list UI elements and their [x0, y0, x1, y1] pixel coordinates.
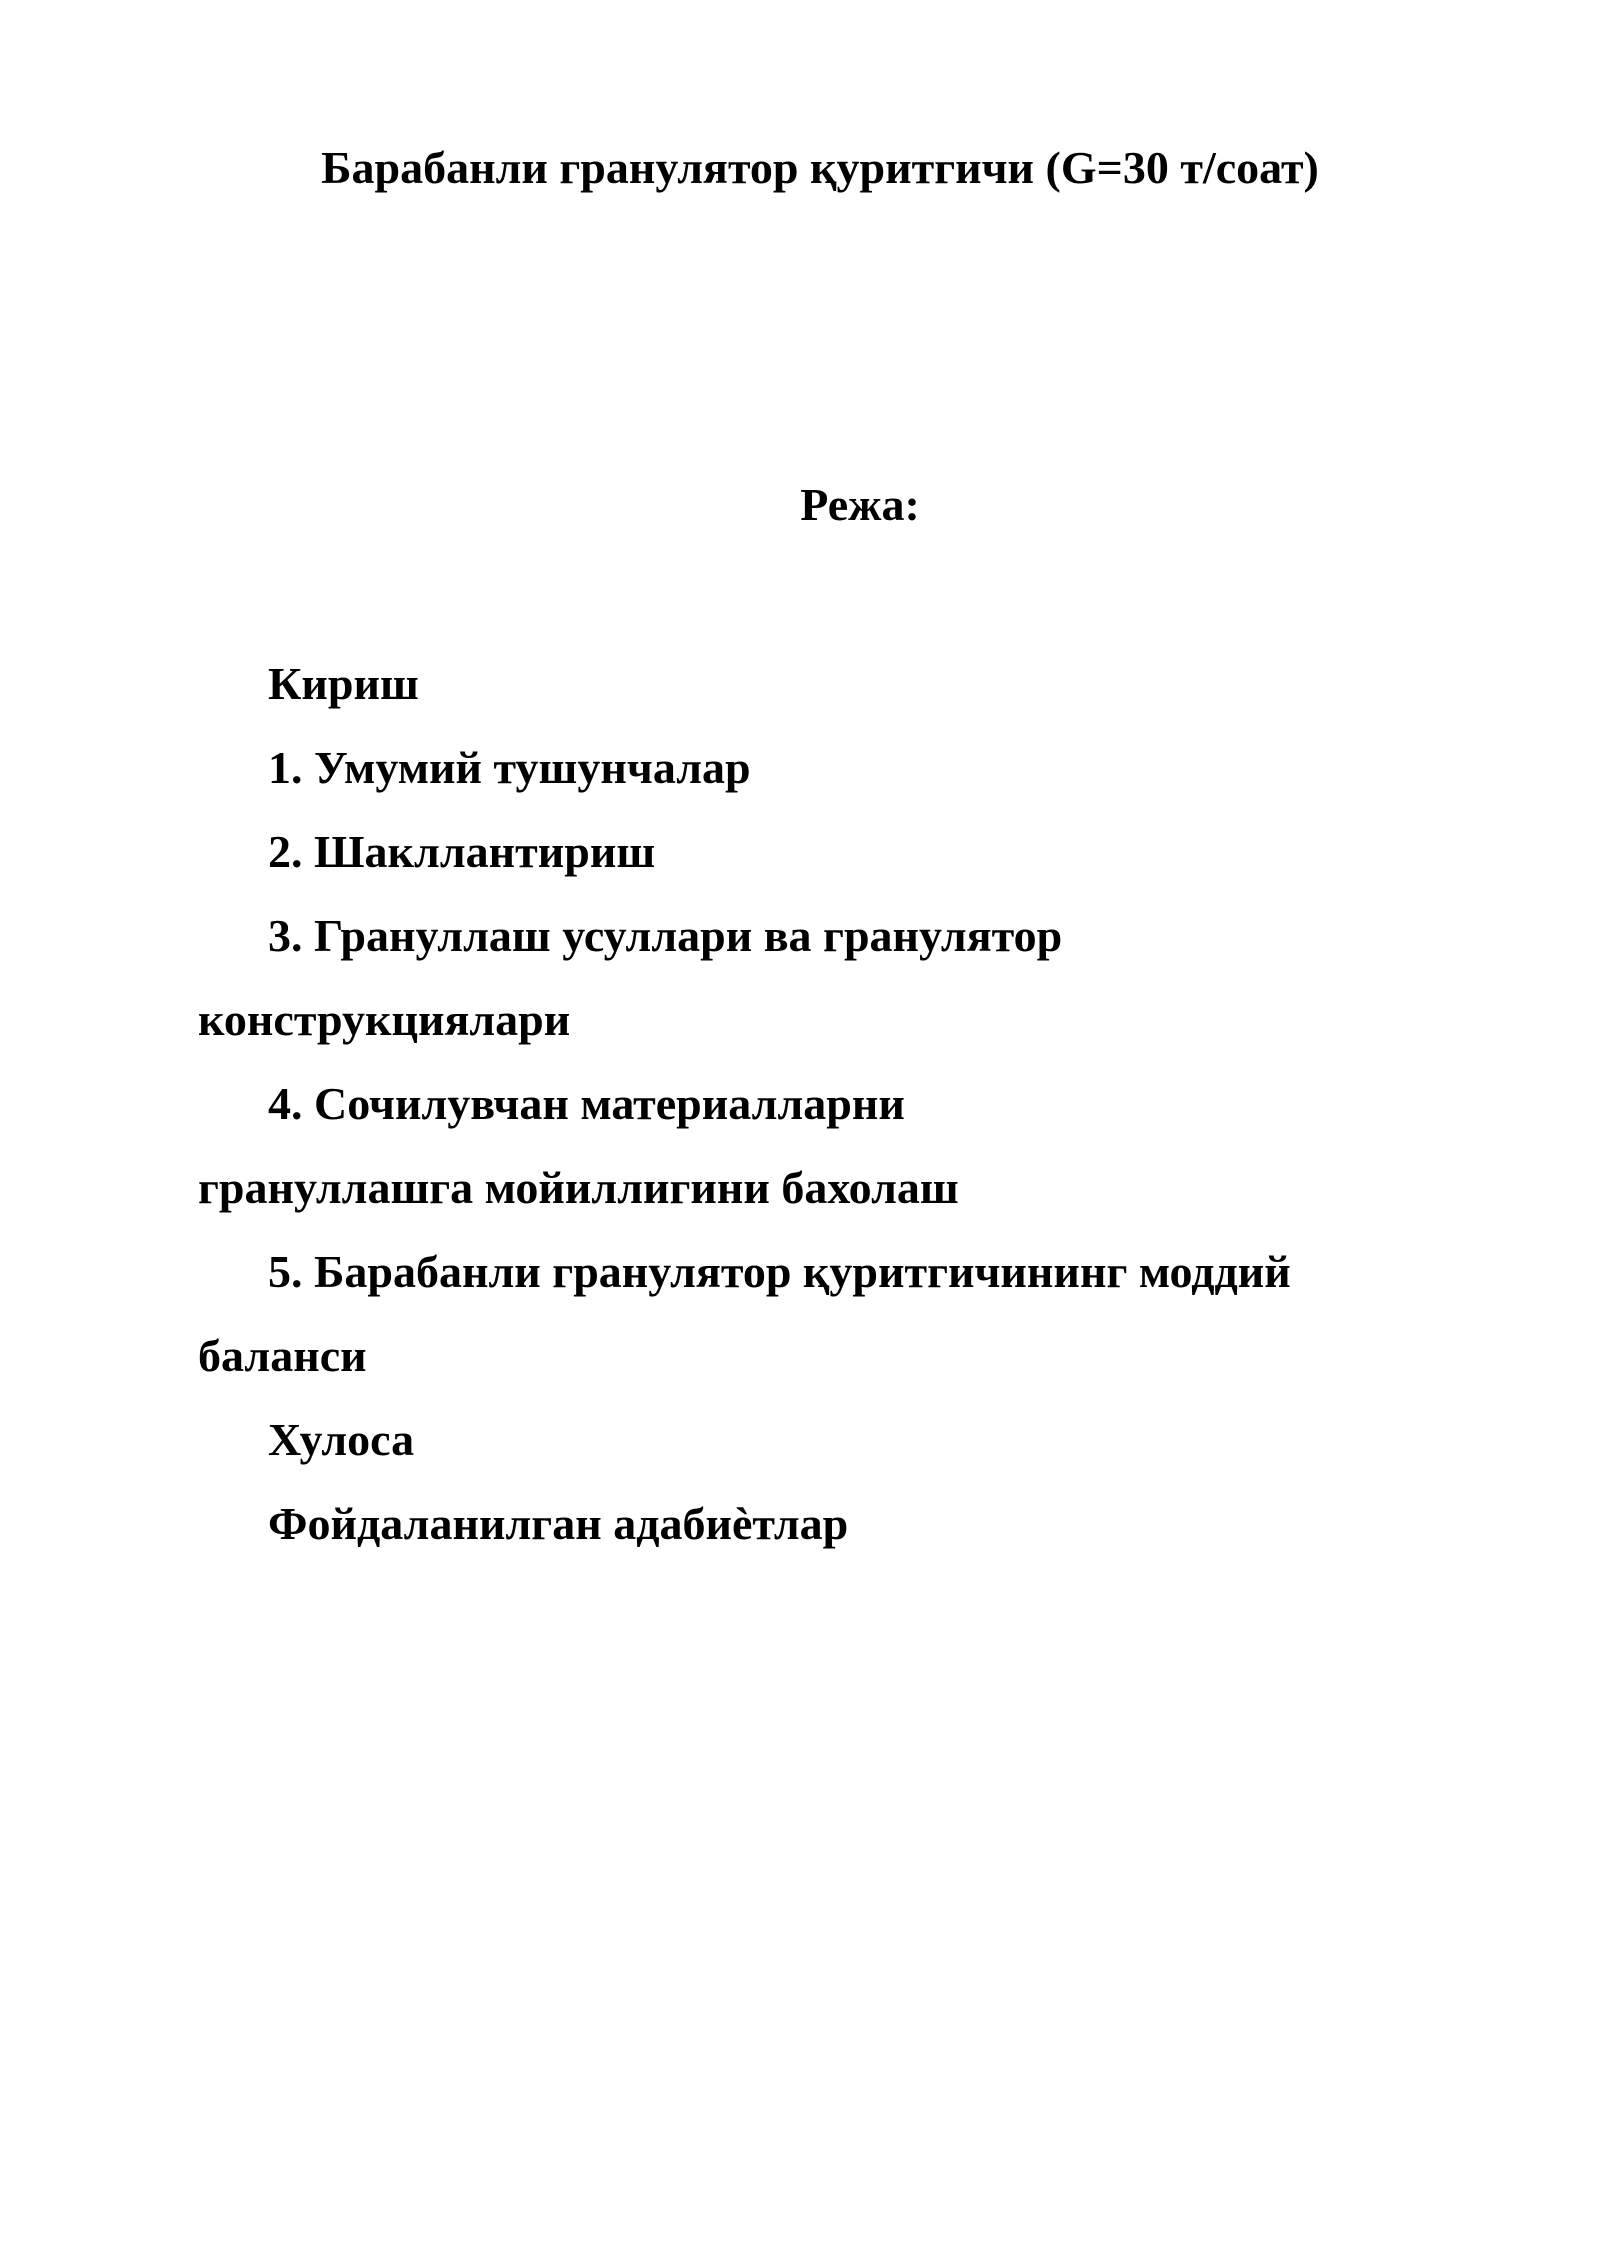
toc-item-granulation-propensity: 4. Сочилувчан материалларни грануллашга мойиллигини бахолаш: [198, 1078, 959, 1213]
toc-item-material-balance: 5. Барабанли гранулятор қуритгичининг моддий баланси: [198, 1246, 1291, 1381]
toc-item-granulation-methods: 3. Грануллаш усуллари ва гранулятор конструкциялари: [198, 910, 1063, 1045]
toc-item-general-concepts: 1. Умумий тушунчалар: [268, 742, 751, 793]
toc-item-conclusion: Хулоса: [268, 1414, 415, 1465]
plan-heading: Режа:: [800, 479, 920, 530]
toc-item-introduction: Кириш: [268, 658, 419, 709]
table-of-contents: [198, 642, 1408, 1566]
toc-item-references: Фойдаланилган адабиѐтлар: [268, 1498, 849, 1549]
toc-item-shaping: 2. Шакллантириш: [268, 826, 656, 877]
document-title: Барабанли гранулятор қуритгичи (G=30 т/соат): [321, 142, 1319, 193]
